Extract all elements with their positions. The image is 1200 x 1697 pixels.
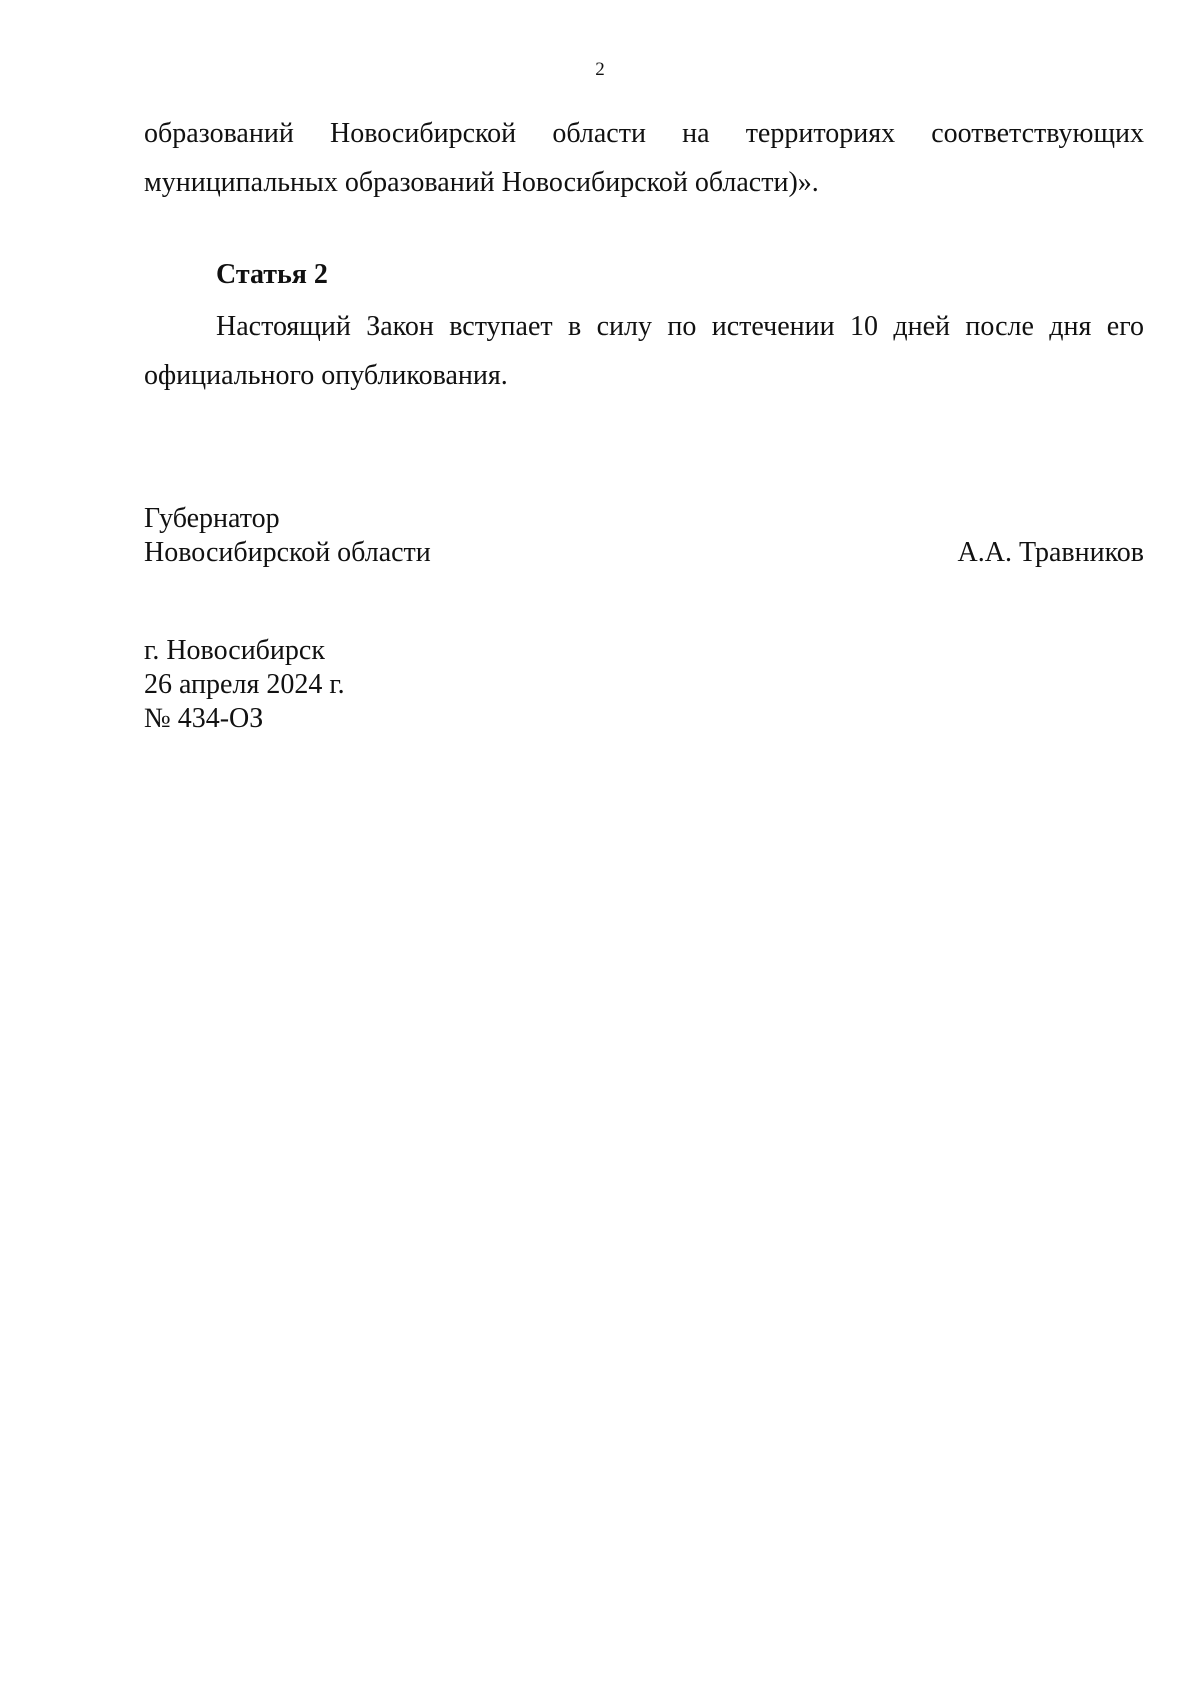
page-number: 2 (595, 59, 605, 80)
paragraph-line: Настоящий Закон вступает в силу по истечении 10 дней после дня его (216, 311, 1144, 342)
document-city: г. Новосибирск (144, 635, 325, 666)
paragraph-line: официального опубликования. (144, 360, 508, 391)
signatory-name: А.А. Травников (957, 537, 1144, 568)
signatory-title-line: Губернатор (144, 503, 280, 534)
signatory-title-line: Новосибирской области (144, 537, 431, 568)
signature-block (144, 502, 1144, 570)
document-number: № 434-ОЗ (144, 703, 264, 734)
paragraph-continuation (144, 109, 1144, 207)
article-paragraph (144, 302, 1144, 400)
document-meta (144, 634, 345, 736)
article-heading: Статья 2 (216, 259, 328, 290)
paragraph-line: муниципальных образований Новосибирской области)». (144, 167, 819, 198)
paragraph-line: образований Новосибирской области на территориях соответствующих (144, 118, 1144, 149)
document-date: 26 апреля 2024 г. (144, 669, 345, 700)
signature-row (144, 536, 1144, 570)
